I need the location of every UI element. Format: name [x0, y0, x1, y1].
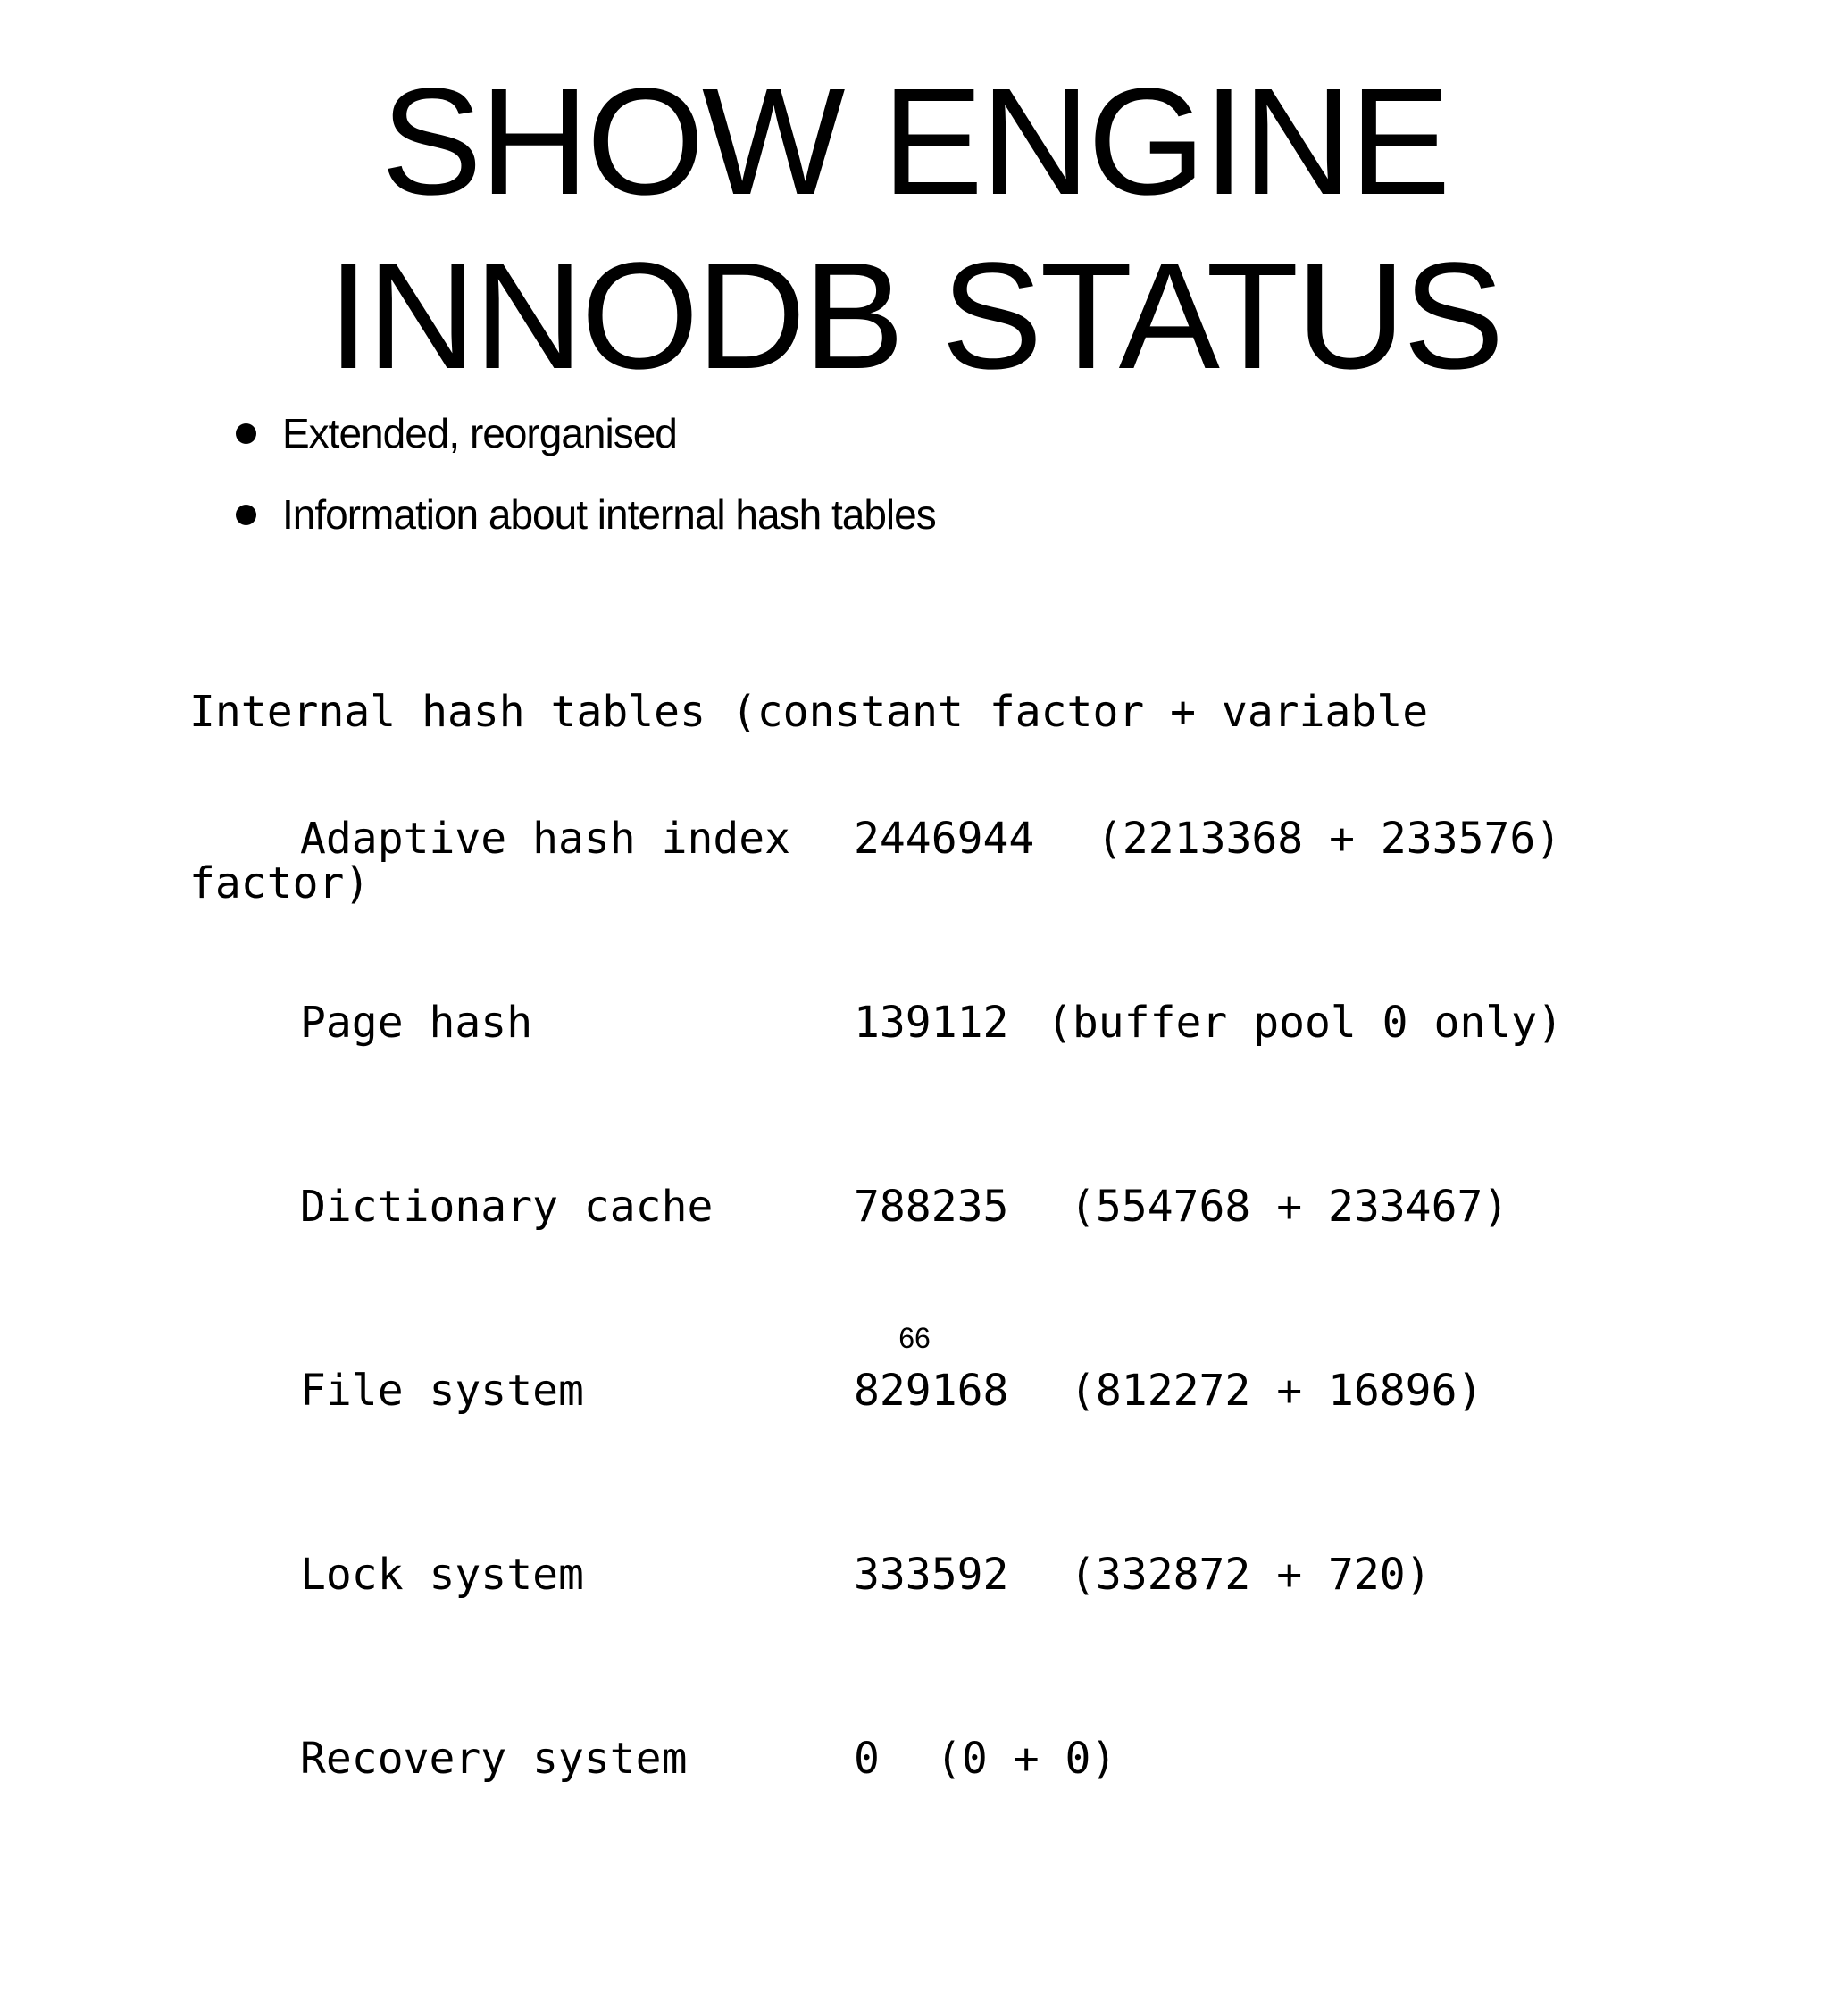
hash-table-row: [300, 1546, 1432, 1630]
hash-table-detail: (554768 + 233467): [1070, 1182, 1509, 1232]
bullet-dot-icon: [236, 505, 256, 525]
hash-table-detail: (buffer pool 0 only): [1047, 998, 1563, 1048]
hash-table-total: 0: [854, 1734, 880, 1784]
hash-table-total: 139112: [854, 998, 1009, 1048]
hash-table-name: Dictionary cache: [300, 1182, 714, 1232]
hash-table-total: 829168: [854, 1366, 1009, 1416]
hash-table-detail: (2213368 + 233576): [1097, 814, 1562, 864]
slide-title-line-1: SHOW ENGINE: [380, 57, 1449, 227]
code-heading-line-2: factor): [189, 858, 371, 908]
hash-table-detail: (332872 + 720): [1070, 1550, 1432, 1600]
hash-table-name: Adaptive hash index: [300, 814, 791, 864]
hash-table-detail: (0 + 0): [936, 1734, 1117, 1784]
hash-table-row: [300, 1730, 1117, 1814]
hash-table-row: [300, 810, 1562, 894]
hash-table-row: [300, 994, 1563, 1078]
hash-table-total: 2446944: [854, 814, 1035, 864]
hash-table-detail: (812272 + 16896): [1070, 1366, 1483, 1416]
bullet-text: Information about internal hash tables: [282, 491, 936, 538]
slide-title: [0, 55, 1829, 404]
bullet-item: [230, 488, 936, 541]
hash-table-row: [300, 1178, 1509, 1262]
bullet-dot-icon: [236, 423, 256, 444]
bullet-list: [230, 406, 936, 569]
hash-table-row: [300, 1362, 1483, 1446]
hash-table-name: Page hash: [300, 998, 533, 1048]
bullet-item: [230, 406, 936, 460]
slide-title-line-2: INNODB STATUS: [327, 231, 1502, 401]
hash-table-name: Recovery system: [300, 1734, 688, 1784]
hash-table-total: 333592: [854, 1550, 1009, 1600]
hash-table-total: 788235: [854, 1182, 1009, 1232]
hash-table-name: File system: [300, 1366, 584, 1416]
code-heading-line-1: Internal hash tables (constant factor + variable: [189, 687, 1429, 737]
hash-table-name: Lock system: [300, 1550, 584, 1600]
page-number: 66: [898, 1322, 931, 1354]
bullet-text: Extended, reorganised: [282, 410, 677, 456]
